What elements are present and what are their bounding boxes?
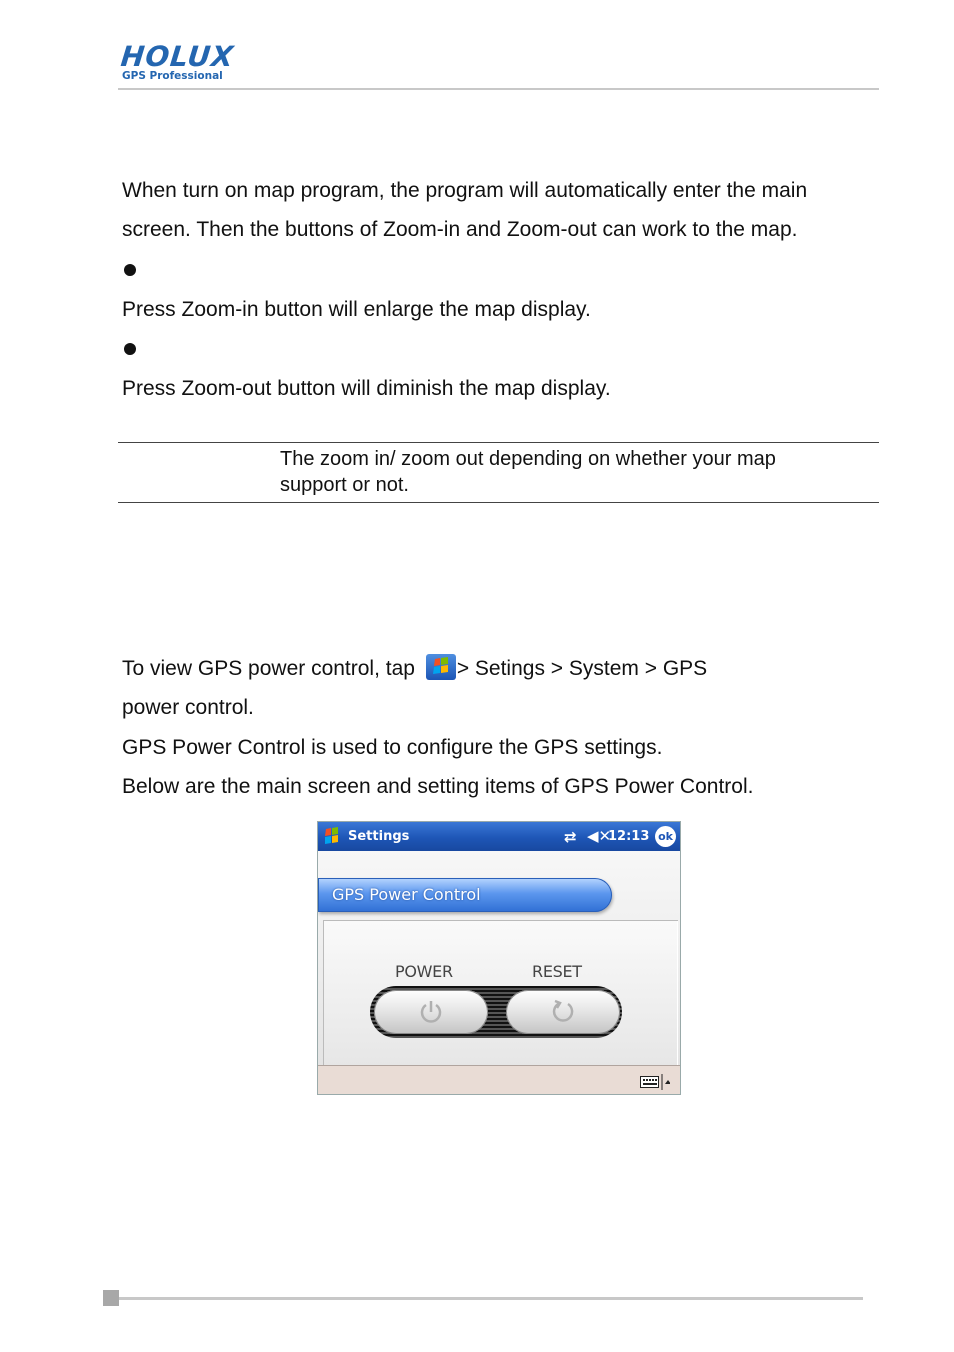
footer-divider: [119, 1297, 863, 1300]
gps-instruction-line-1: [122, 654, 707, 682]
footer-marker: [103, 1290, 119, 1306]
clock[interactable]: 12:13: [608, 829, 650, 844]
gps-instruction-line-2: power control.: [122, 696, 254, 719]
keyboard-icon[interactable]: [640, 1074, 670, 1090]
brand-logo: HOLUX: [119, 40, 236, 73]
note-line-2: support or not.: [280, 474, 409, 496]
bullet-zoom-in-icon: [124, 264, 136, 276]
header-divider: [118, 88, 879, 90]
power-button[interactable]: [374, 990, 488, 1034]
note-top-rule: [118, 442, 879, 443]
volume-icon[interactable]: ◀✕: [587, 827, 612, 845]
title-bar: [318, 822, 680, 851]
start-menu-icon[interactable]: [321, 825, 345, 848]
zoom-in-description: Press Zoom-in button will enlarge the map display.: [122, 298, 591, 321]
gps-instruction-after-icon: > Setings > System > GPS: [456, 657, 708, 680]
note-bottom-rule: [118, 502, 879, 503]
reset-icon: [550, 999, 576, 1025]
bullet-zoom-out-icon: [124, 343, 136, 355]
brand-tagline: GPS Professional: [122, 70, 223, 82]
note-text: [280, 446, 870, 498]
input-panel-bar: [318, 1065, 680, 1094]
gps-instruction-line-3: GPS Power Control is used to configure the GPS settings.: [122, 736, 663, 759]
gps-power-control-header: GPS Power Control: [318, 878, 612, 912]
zoom-out-description: Press Zoom-out button will diminish the map display.: [122, 377, 611, 400]
note-line-1: The zoom in/ zoom out depending on whether your map: [280, 448, 776, 470]
power-label: POWER: [395, 962, 453, 981]
reset-label: RESET: [532, 962, 582, 981]
gps-instruction-before-icon: To view GPS power control, tap: [122, 657, 421, 680]
zoom-intro-line-2: screen. Then the buttons of Zoom-in and Zoom-out can work to the map.: [122, 218, 798, 241]
gps-instruction-line-4: Below are the main screen and setting items of GPS Power Control.: [122, 775, 754, 798]
window-title: Settings: [348, 829, 410, 844]
windows-start-icon: [426, 654, 456, 680]
connectivity-icon[interactable]: ⇄: [564, 828, 577, 846]
zoom-intro-line-1: When turn on map program, the program will automatically enter the main: [122, 179, 808, 202]
reset-button[interactable]: [506, 990, 620, 1034]
gps-power-control-screenshot: [318, 822, 680, 1094]
power-icon: [418, 999, 444, 1025]
ok-button[interactable]: ok: [655, 826, 676, 847]
